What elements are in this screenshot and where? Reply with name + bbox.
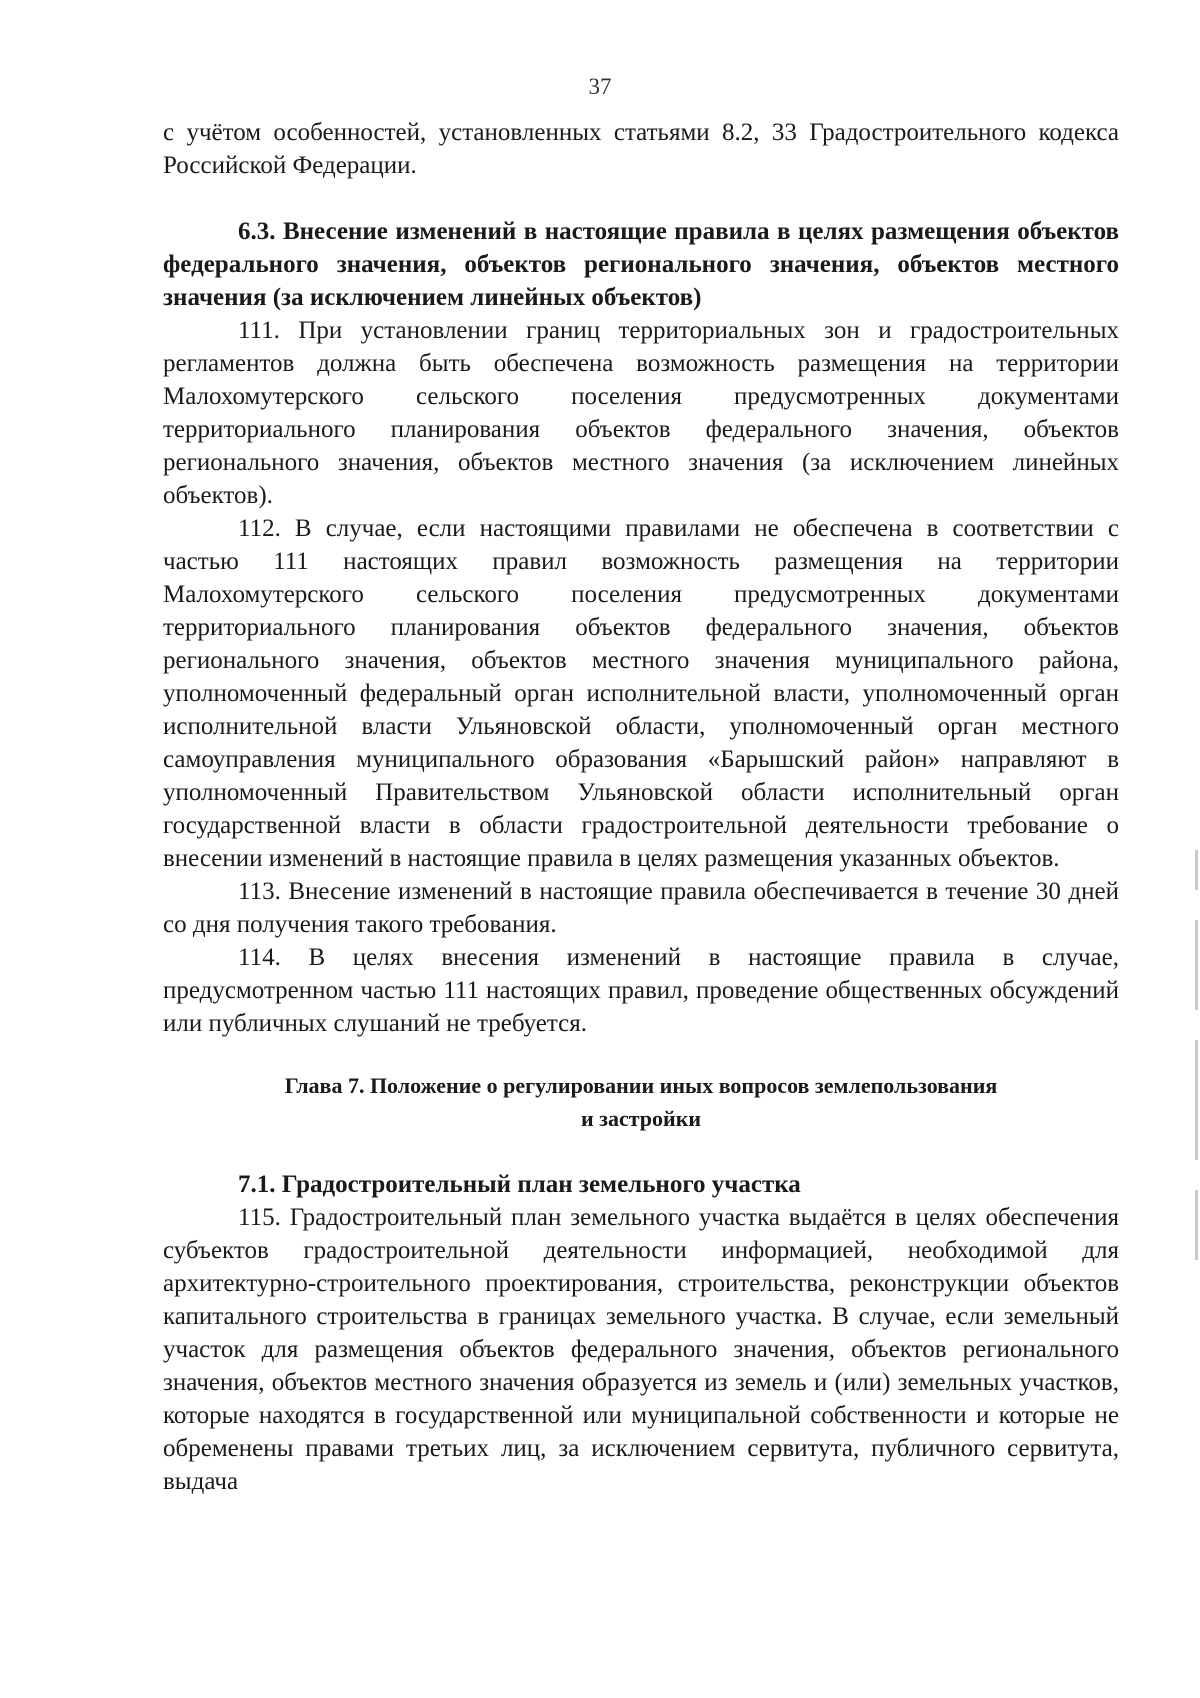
page-number: 37 <box>588 74 612 99</box>
paragraph-112: 112. В случае, если настоящими правилами не обеспечена в соответствии с частью 111 настоящих правил возможность размещения на территории Малохомутерского сельского поселения предусмотренных документами территориального планирования объектов федерального значения, объектов регионального значения, объектов местного значения муниципального района, уполномоченный федеральный орган исполнительной власти, уполномоченный орган исполнительной власти Ульяновской области, уполномоченный орган местного самоуправления муниципального образования «Барышский район» направляют в уполномоченный Правительством Ульяновской области исполнительный орган государственной власти в области градостроительной деятельности требование о внесении изменений в настоящие правила в целях размещения указанных объектов. <box>163 515 1119 872</box>
document-body <box>163 116 1119 1498</box>
spacer <box>163 1040 1119 1069</box>
section-heading-6-3: 6.3. Внесение изменений в настоящие правила в целях размещения объектов федерального значения, объектов регионального значения, объектов местного значения (за исключением линейных объектов) <box>163 218 1119 311</box>
spacer <box>163 1135 1119 1168</box>
spacer <box>163 182 1119 215</box>
chapter-heading-line-1: Глава 7. Положение о регулировании иных вопросов землепользования <box>284 1073 998 1098</box>
section-heading-7-1: 7.1. Градостроительный план земельного участка <box>238 1171 801 1198</box>
paragraph-114: 114. В целях внесения изменений в настоящие правила в случае, предусмотренном частью 111 настоящих правил, проведение общественных обсуждений или публичных слушаний не требуется. <box>163 944 1119 1037</box>
chapter-heading-line-2: и застройки <box>580 1106 702 1131</box>
scan-artifact <box>1195 1190 1198 1260</box>
scan-artifact <box>1195 920 1198 1010</box>
chapter-heading-7 <box>163 1069 1119 1135</box>
scan-artifact <box>1195 1040 1198 1160</box>
scan-artifact <box>1195 850 1198 890</box>
paragraph-113: 113. Внесение изменений в настоящие правила обеспечивается в течение 30 дней со дня получения такого требования. <box>163 878 1119 938</box>
paragraph-115: 115. Градостроительный план земельного участка выдаётся в целях обеспечения субъектов градостроительной деятельности информацией, необходимой для архитектурно-строительного проектирования, строительства, реконструкции объектов капитального строительства в границах земельного участка. В случае, если земельный участок для размещения объектов федерального значения, объектов регионального значения, объектов местного значения образуется из земель и (или) земельных участков, которые находятся в государственной или муниципальной собственности и которые не обременены правами третьих лиц, за исключением сервитута, публичного сервитута, выдача <box>163 1204 1119 1495</box>
paragraph-111: 111. При установлении границ территориальных зон и градостроительных регламентов должна быть обеспечена возможность размещения на территории Малохомутерского сельского поселения предусмотренных документами территориального планирования объектов федерального значения, объектов регионального значения, объектов местного значения (за исключением линейных объектов). <box>163 317 1119 509</box>
intro-paragraph: с учётом особенностей, установленных статьями 8.2, 33 Градостроительного кодекса Российской Федерации. <box>163 119 1119 179</box>
